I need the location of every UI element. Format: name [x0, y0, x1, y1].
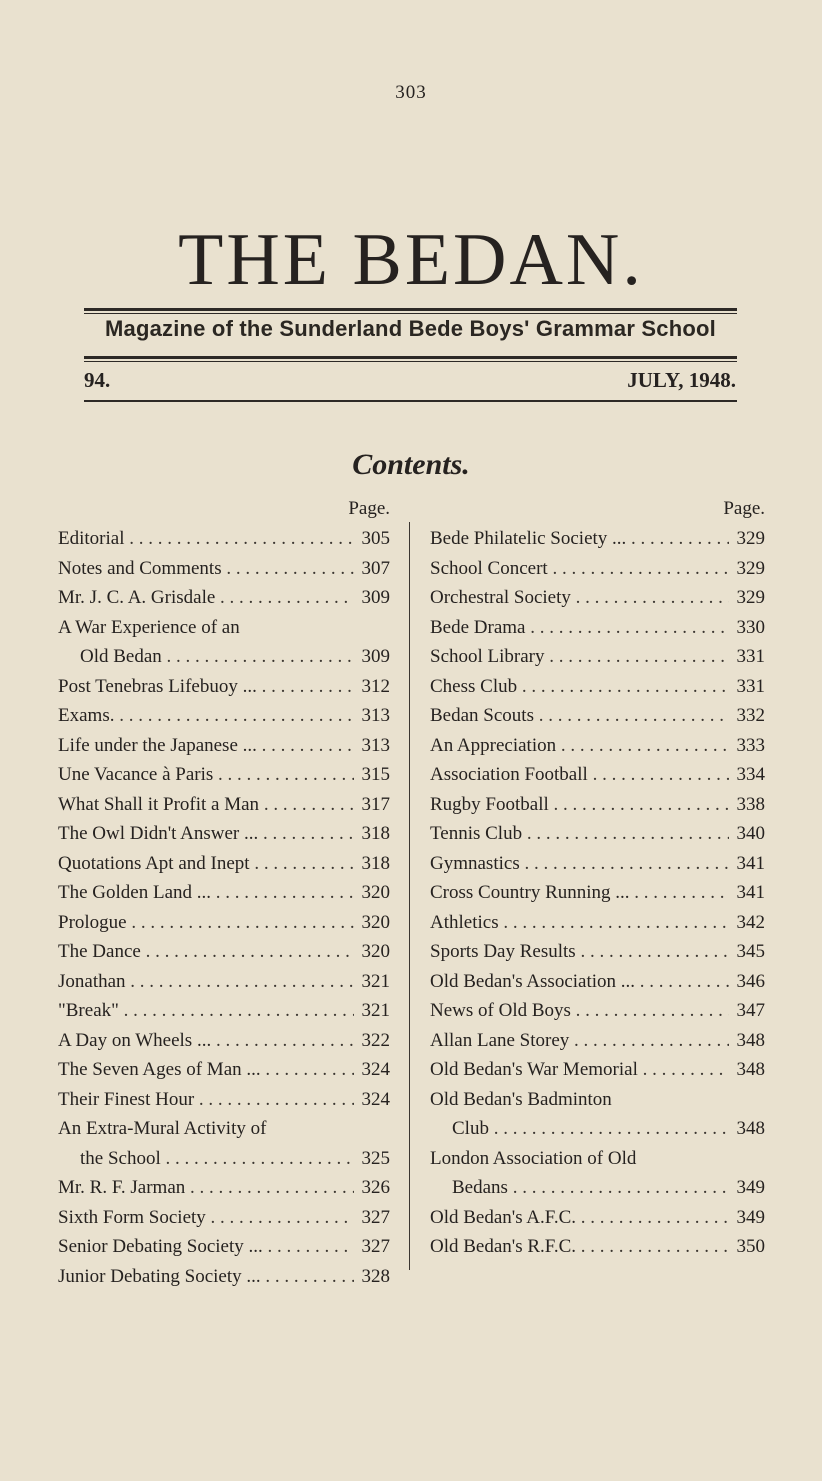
entry-page-number: 329: [736, 528, 765, 549]
entry-title-line: Bede Philatelic Society ... . . .: [430, 524, 729, 554]
entry-list-right: [430, 524, 765, 1262]
entry-title-line: Life under the Japanese ... . . .: [58, 731, 354, 761]
entry-title-line: Chess Club . . .: [430, 672, 729, 702]
entry-title: [58, 908, 354, 938]
entry-title: [430, 819, 729, 849]
middle-double-rule-upper: [84, 356, 737, 359]
page-number: 303: [395, 82, 427, 103]
contents-entry: [430, 1026, 765, 1056]
entry-title-line: News of Old Boys . . .: [430, 996, 729, 1026]
entry-title: [58, 731, 354, 761]
entry-title-line: Exams. . . .: [58, 701, 354, 731]
contents-entry: [430, 819, 765, 849]
magazine-subtitle: Magazine of the Sunderland Bede Boys' Grammar School: [105, 316, 716, 341]
contents-entry: [58, 1232, 390, 1262]
entry-title-line: School Library . . .: [430, 642, 729, 672]
entry-title-line: What Shall it Profit a Man . . .: [58, 790, 354, 820]
entry-title: [58, 849, 354, 879]
entry-title-line: Post Tenebras Lifebuoy ... . . .: [58, 672, 354, 702]
entry-title-continuation: Bedans . . .: [430, 1173, 729, 1203]
entry-title-line: Old Bedan's Badminton: [430, 1088, 612, 1110]
contents-entry: [430, 878, 765, 908]
entry-title: [58, 1173, 354, 1203]
entry-title-line: Junior Debating Society ... . . .: [58, 1262, 354, 1292]
entry-page-number: 321: [361, 1000, 390, 1021]
entry-title: [58, 937, 354, 967]
entry-title-line: Old Bedan's Association ... . . .: [430, 967, 729, 997]
entry-title: [58, 967, 354, 997]
entry-page-number: 309: [361, 646, 390, 667]
entry-title-line: The Owl Didn't Answer ... . . .: [58, 819, 354, 849]
contents-entry: [430, 996, 765, 1026]
entry-title-line: Rugby Football . . .: [430, 790, 729, 820]
contents-entry: [430, 1232, 765, 1262]
entry-page-number: 331: [736, 646, 765, 667]
entry-title-line: Notes and Comments . . .: [58, 554, 354, 584]
contents-entry: [58, 731, 390, 761]
entry-page-number: 334: [736, 764, 765, 785]
contents-entry: [430, 731, 765, 761]
contents-entry: [58, 878, 390, 908]
contents-entry: [430, 583, 765, 613]
entry-page-number: 307: [361, 557, 390, 579]
entry-title: [58, 819, 354, 849]
contents-entry: [58, 1055, 390, 1085]
entry-page-number: 321: [361, 970, 390, 992]
entry-title-line: Bedan Scouts . . .: [430, 701, 729, 731]
entry-page-number: 341: [736, 852, 765, 874]
entry-page-number: 333: [736, 734, 765, 756]
entry-page-number: 332: [736, 705, 765, 726]
contents-entry: [430, 642, 765, 672]
entry-title: [58, 1232, 354, 1262]
entry-page-number: 315: [361, 764, 390, 785]
entry-title-continuation: the School . . .: [58, 1144, 354, 1174]
issue-date: JULY, 1948.: [627, 368, 736, 392]
entry-page-number: 317: [361, 793, 390, 815]
entry-title-line: The Golden Land ... . . .: [58, 878, 354, 908]
entry-title: [430, 1203, 729, 1233]
entry-title: [58, 524, 354, 554]
entry-page-number: 331: [736, 675, 765, 697]
contents-entry: [58, 790, 390, 820]
issue-number: 94.: [84, 368, 111, 392]
contents-entry: [58, 1026, 390, 1056]
entry-page-number: 327: [361, 1236, 390, 1257]
entry-title-line: An Extra-Mural Activity of: [58, 1118, 267, 1139]
entry-title: [430, 908, 729, 938]
entry-title: [430, 1026, 729, 1056]
contents-entry: [58, 554, 390, 584]
entry-page-number: 329: [736, 587, 765, 608]
contents-entry: [430, 554, 765, 584]
entry-title: [430, 760, 729, 790]
entry-page-number: 325: [361, 1147, 390, 1169]
entry-title-line: Cross Country Running ... . . .: [430, 878, 729, 908]
contents-entry: [430, 908, 765, 938]
entry-title: [58, 1114, 354, 1173]
bottom-rule: [84, 400, 737, 402]
entry-page-number: 348: [736, 1118, 765, 1139]
entry-title-line: Bede Drama . . .: [430, 613, 729, 643]
entry-title: [430, 996, 729, 1026]
entry-title-line: Mr. J. C. A. Grisdale . . .: [58, 583, 354, 613]
entry-title: [58, 878, 354, 908]
contents-entry: [430, 1055, 765, 1085]
entry-title-line: Old Bedan's R.F.C. . . .: [430, 1232, 729, 1262]
entry-title-line: Old Bedan's War Memorial . . .: [430, 1055, 729, 1085]
page-column-label: Page.: [348, 498, 390, 519]
entry-page-number: 342: [736, 911, 765, 933]
contents-entry: [430, 701, 765, 731]
contents-entry: [430, 790, 765, 820]
entry-page-number: 320: [361, 882, 390, 903]
entry-title-line: Gymnastics . . .: [430, 849, 729, 879]
entry-page-number: 318: [361, 823, 390, 844]
entry-page-number: 341: [736, 882, 765, 903]
contents-entry: [58, 583, 390, 613]
entry-title: [430, 849, 729, 879]
entry-title-line: Sixth Form Society . . .: [58, 1203, 354, 1233]
entry-page-number: 345: [736, 941, 765, 962]
entry-title-line: "Break" . . .: [58, 996, 354, 1026]
contents-entry: [58, 1262, 390, 1292]
entry-title: [58, 701, 354, 731]
entry-page-number: 350: [736, 1236, 765, 1257]
top-double-rule-lower: [84, 313, 737, 314]
entry-title-line: Jonathan . . .: [58, 967, 354, 997]
entry-title: [430, 937, 729, 967]
contents-entry: [58, 849, 390, 879]
contents-entry: [58, 967, 390, 997]
entry-title-line: Une Vacance à Paris . . .: [58, 760, 354, 790]
entry-title-line: Old Bedan's A.F.C. . . .: [430, 1203, 729, 1233]
entry-title: [430, 613, 729, 643]
entry-page-number: 305: [361, 528, 390, 549]
contents-entry: [430, 1144, 765, 1203]
contents-entry: [58, 1203, 390, 1233]
contents-entry: [430, 613, 765, 643]
entry-page-number: 320: [361, 911, 390, 933]
entry-title: [430, 554, 729, 584]
entry-title: [430, 1144, 729, 1203]
entry-page-number: 327: [361, 1206, 390, 1228]
entry-page-number: 326: [361, 1177, 390, 1198]
contents-entry: [430, 1203, 765, 1233]
entry-title: [58, 1026, 354, 1056]
entry-title-line: The Dance . . .: [58, 937, 354, 967]
contents-entry: [430, 937, 765, 967]
contents-entry: [58, 1173, 390, 1203]
contents-entry: [58, 819, 390, 849]
contents-entry: [58, 908, 390, 938]
entry-page-number: 329: [736, 557, 765, 579]
contents-entry: [58, 760, 390, 790]
entry-title: [430, 701, 729, 731]
entry-title: [430, 790, 729, 820]
contents-entry: [58, 996, 390, 1026]
entry-title-line: Allan Lane Storey . . .: [430, 1026, 729, 1056]
entry-title: [58, 583, 354, 613]
entry-title: [430, 642, 729, 672]
entry-page-number: 349: [736, 1177, 765, 1198]
entry-title-line: Association Football . . .: [430, 760, 729, 790]
entry-title: [430, 524, 729, 554]
contents-column-right: [430, 494, 765, 1262]
entry-page-number: 313: [361, 734, 390, 756]
entry-title-line: Quotations Apt and Inept . . .: [58, 849, 354, 879]
entry-title: [58, 1085, 354, 1115]
entry-title: [58, 1203, 354, 1233]
entry-title: [430, 731, 729, 761]
entry-page-number: 322: [361, 1029, 390, 1051]
entry-page-number: 328: [361, 1265, 390, 1287]
entry-title-line: Sports Day Results . . .: [430, 937, 729, 967]
contents-entry: [430, 524, 765, 554]
entry-title: [58, 1055, 354, 1085]
entry-title-line: School Concert . . .: [430, 554, 729, 584]
entry-title: [430, 1232, 729, 1262]
entry-list-left: [58, 524, 390, 1291]
entry-title-line: Senior Debating Society ... . . .: [58, 1232, 354, 1262]
entry-page-number: 348: [736, 1059, 765, 1080]
contents-entry: [58, 613, 390, 672]
entry-page-number: 313: [361, 705, 390, 726]
entry-title-line: Their Finest Hour . . .: [58, 1085, 354, 1115]
entry-title-line: Athletics . . .: [430, 908, 729, 938]
contents-column-left: [58, 494, 390, 1291]
contents-entry: [430, 672, 765, 702]
entry-page-number: 347: [736, 1000, 765, 1021]
entry-title-line: A War Experience of an: [58, 616, 240, 638]
entry-title: [58, 790, 354, 820]
entry-title: [58, 672, 354, 702]
entry-title-line: Prologue . . .: [58, 908, 354, 938]
entry-title-continuation: Old Bedan . . .: [58, 642, 354, 672]
contents-entry: [430, 967, 765, 997]
entry-title-line: A Day on Wheels ... . . .: [58, 1026, 354, 1056]
contents-entry: [58, 1085, 390, 1115]
entry-page-number: 324: [361, 1088, 390, 1110]
entry-page-number: 324: [361, 1059, 390, 1080]
entry-title-line: Tennis Club . . .: [430, 819, 729, 849]
entry-title: [58, 613, 354, 672]
page-column-label: Page.: [723, 498, 765, 519]
contents-entry: [58, 1114, 390, 1173]
entry-page-number: 348: [736, 1029, 765, 1051]
entry-page-number: 309: [361, 587, 390, 608]
entry-title: [430, 672, 729, 702]
entry-title-line: The Seven Ages of Man ... . . .: [58, 1055, 354, 1085]
entry-title: [58, 996, 354, 1026]
entry-title-line: Orchestral Society . . .: [430, 583, 729, 613]
contents-heading: Contents.: [352, 448, 470, 481]
contents-entry: [58, 937, 390, 967]
entry-page-number: 338: [736, 793, 765, 815]
entry-title-line: Mr. R. F. Jarman . . .: [58, 1173, 354, 1203]
entry-title-line: An Appreciation . . .: [430, 731, 729, 761]
entry-title: [430, 1085, 729, 1144]
entry-title-line: London Association of Old: [430, 1147, 637, 1169]
column-divider: [409, 522, 410, 1270]
entry-page-number: 346: [736, 970, 765, 992]
entry-page-number: 340: [736, 823, 765, 844]
contents-entry: [430, 1085, 765, 1144]
entry-title: [430, 583, 729, 613]
entry-page-number: 330: [736, 616, 765, 638]
entry-title-line: Editorial . . .: [58, 524, 354, 554]
contents-entry: [430, 849, 765, 879]
entry-title: [430, 967, 729, 997]
entry-page-number: 349: [736, 1206, 765, 1228]
top-double-rule-upper: [84, 308, 737, 311]
contents-entry: [58, 524, 390, 554]
entry-title: [430, 1055, 729, 1085]
magazine-title: THE BEDAN.: [178, 219, 644, 301]
entry-page-number: 318: [361, 852, 390, 874]
entry-title-continuation: Club . . .: [430, 1114, 729, 1144]
entry-page-number: 320: [361, 941, 390, 962]
entry-page-number: 312: [361, 675, 390, 697]
contents-entry: [58, 672, 390, 702]
entry-title: [58, 554, 354, 584]
contents-entry: [58, 701, 390, 731]
entry-title: [58, 760, 354, 790]
entry-title: [58, 1262, 354, 1292]
entry-title: [430, 878, 729, 908]
contents-entry: [430, 760, 765, 790]
middle-double-rule-lower: [84, 361, 737, 362]
